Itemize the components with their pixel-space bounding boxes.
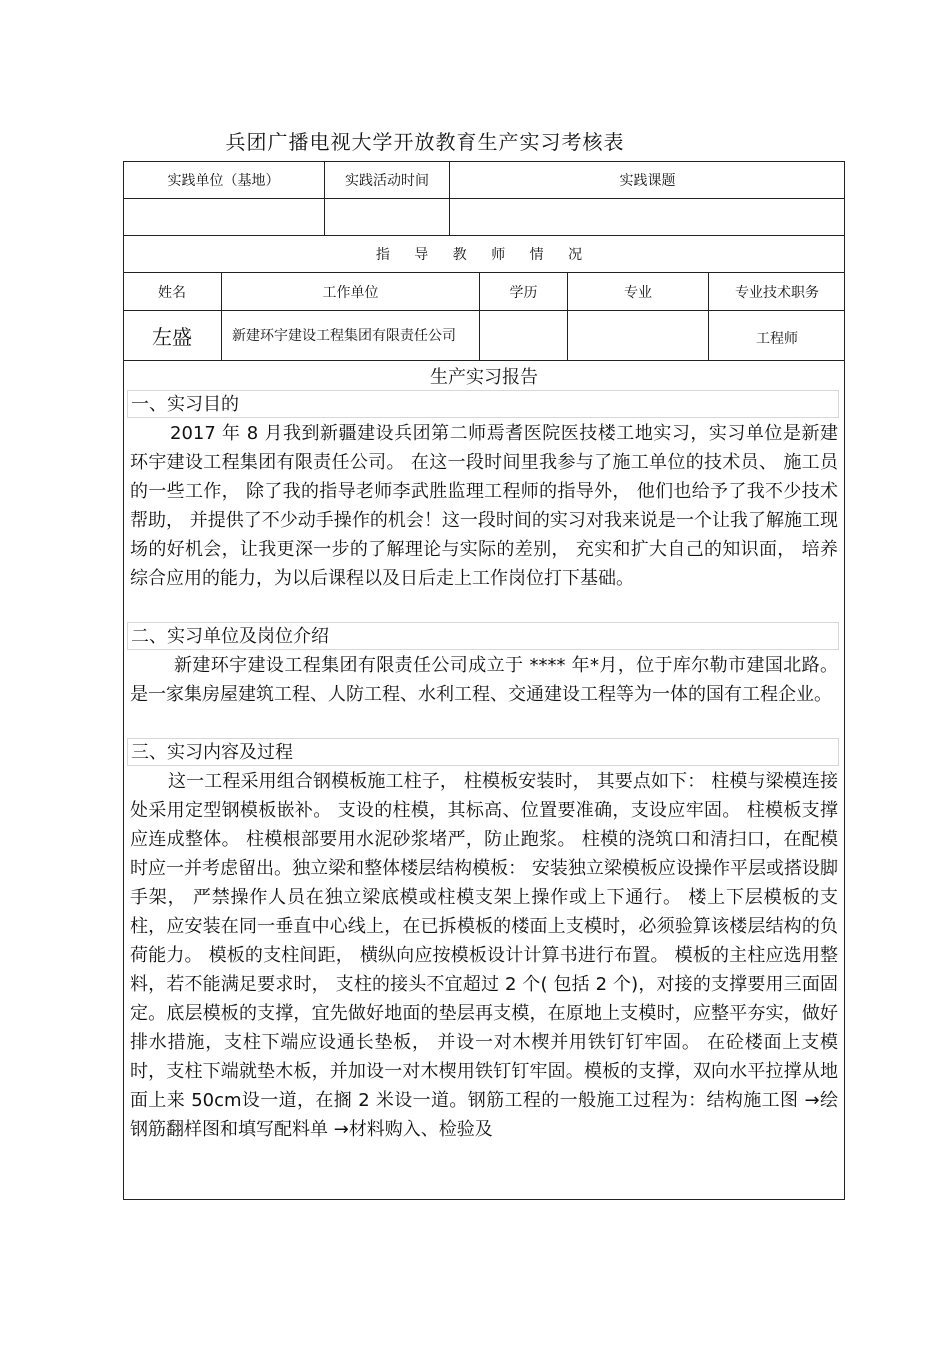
teacher-title: 工程师 (756, 331, 798, 347)
section-text: 新建环宇建设工程集团有限责任公司成立于 **** 年*月，位于库尔勒市建国北路。是一家集房屋建筑工程、人防工程、水利工程、交通建设工程等为一体的国有工程企业。 (130, 655, 838, 705)
section-heading: 三、实习内容及过程 (127, 738, 839, 766)
teacher-name: 左盛 (152, 325, 192, 349)
value-topic (450, 199, 845, 235)
value-time (325, 199, 449, 235)
header-name: 姓名 (158, 284, 186, 301)
header-major: 专业 (624, 284, 652, 301)
teacher-major (568, 311, 708, 360)
section-text: 这一工程采用组合钢模板施工柱子， 柱模板安装时， 其要点如下： 柱模与梁模连接处采用定型钢模板嵌补。 支设的柱模，其标高、位置要准确，支设应牢固。 柱模板支撑应连成整体。 柱模根部要用水泥砂浆堵严，防止跑浆。 柱模的浇筑口和清扫口，在配模时应一并考虑留出。独立梁和整体楼层结构模板： 安装独立梁模板应设操作平层或搭设脚手架， 严禁操作人员在独立梁底模或柱模支架上操作或上下通行。 楼上下层模板的支柱，应安装在同一垂直中心线上，在已拆模板的楼面上支模时，必须验算该楼层结构的负荷能力。 模板的支柱间距， 横纵向应按模板设计计算书进行布置。 模板的主柱应选用整料，若不能满足要求时， 支柱的接头不宜超过 2 个( 包括 2 个)，对接的支撑要用三面固定。底层模板的支撑，宜先做好地面的垫层再支模，在原地上支模时，应整平夯实，做好排水措施，支柱下端应设通长垫板， 并设一对木楔并用铁钉钉牢固。 在砼楼面上支模时，支柱下端就垫木板，并加设一对木楔用铁钉钉牢固。模板的支撑，双向水平拉撑从地面上来 50cm设一道，在搁 2 米设一道。钢筋工程的一般施工过程为：结构施工图 →绘钢筋翻样图和填写配料单 →材料购入、检验及 (130, 771, 838, 1140)
header-unit: 实践单位（基地） (167, 172, 280, 189)
teacher-education (480, 311, 567, 360)
header-workplace: 工作单位 (322, 284, 379, 301)
section-heading: 一、实习目的 (127, 390, 839, 418)
header-education: 学历 (509, 284, 538, 301)
header-title: 专业技术职务 (735, 284, 819, 301)
header-time: 实践活动时间 (345, 172, 429, 189)
page-title: 兵团广播电视大学开放教育生产实习考核表 (225, 130, 625, 154)
report-title: 生产实习报告 (430, 367, 538, 388)
value-unit (123, 199, 324, 235)
teacher-workplace: 新建环宇建设工程集团有限责任公司 (232, 327, 456, 344)
teacher-section-label: 指 导 教 师 情 况 (375, 247, 593, 263)
section-heading: 二、实习单位及岗位介绍 (127, 622, 839, 650)
section-text: 2017 年 8 月我到新疆建设兵团第二师焉耆医院医技楼工地实习，实习单位是新建环宇建设工程集团有限责任公司。 在这一段时间里我参与了施工单位的技术员、 施工员的一些工作， 除了我的指导老师李武胜监理工程师的指导外， 他们也给予了我不少技术帮助， 并提供了不少动手操作的机会！这一段时间的实习对我来说是一个让我了解施工现场的好机会，让我更深一步的了解理论与实际的差别， 充实和扩大自己的知识面， 培养综合应用的能力，为以后课程以及日后走上工作岗位打下基础。 (130, 423, 838, 589)
row-divider (123, 360, 845, 361)
header-topic: 实践课题 (619, 172, 676, 189)
